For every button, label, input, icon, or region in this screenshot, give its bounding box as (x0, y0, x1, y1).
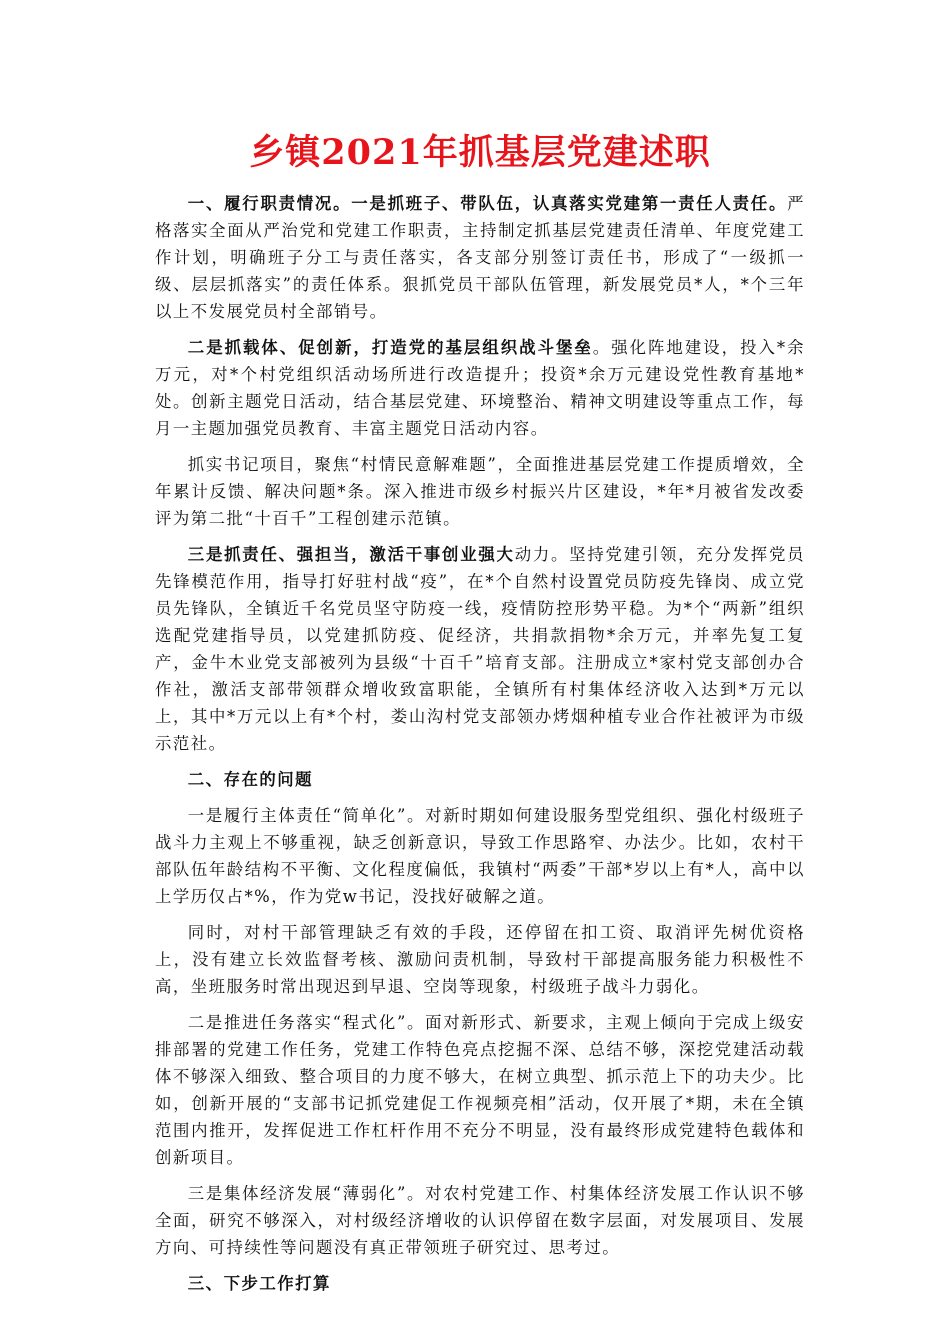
paragraph-duties-1 (155, 190, 805, 325)
paragraph-problem-3: 三是集体经济发展“薄弱化”。对农村党建工作、村集体经济发展工作认识不够全面，研究不够深入，对村级经济增收的认识停留在数字层面，对发展项目、发展方向、可持续性等问题没有真正带领班子研究过、思考过。 (155, 1184, 805, 1257)
paragraph-problem-1-cont: 同时，对村干部管理缺乏有效的手段，还停留在扣工资、取消评先树优资格上，没有建立长效监督考核、激励问责机制，导致村干部提高服务能力积极性不高，坐班服务时常出现迟到早退、空岗等现象，村级班子战斗力弱化。 (155, 923, 805, 996)
paragraph-problem-1: 一是履行主体责任“简单化”。对新时期如何建设服务型党组织、强化村级班子战斗力主观上不够重视，缺乏创新意识，导致工作思路窄、办法少。比如，农村干部队伍年龄结构不平衡、文化程度偏低，我镇村“两委”干部*岁以上有*人，高中以上学历仅占*%，作为党w书记，没找好破解之道。 (155, 806, 805, 906)
paragraph-secretary-project: 抓实书记项目，聚焦“村情民意解难题”，全面推进基层党建工作提质增效，全年累计反馈、解决问题*条。深入推进市级乡村振兴片区建设，*年*月被省发改委评为第二批“十百千”工程创建示范镇。 (155, 455, 805, 528)
paragraph-body: 严格落实全面从严治党和党建工作职责，主持制定抓基层党建责任清单、年度党建工作计划，明确班子分工与责任落实，各支部分别签订责任书，形成了“一级抓一级、层层抓落实”的责任体系。狠抓党员干部队伍管理，新发展党员*人，*个三年以上不发展党员村全部销号。 (155, 194, 805, 321)
paragraph-lead: 一、履行职责情况。一是抓班子、带队伍，认真落实党建第一责任人责任。 (187, 194, 788, 213)
document-page (155, 130, 805, 1306)
paragraph-lead: 三是抓责任、强担当，激活干事创业强大 (187, 545, 515, 564)
paragraph-problem-2: 二是推进任务落实“程式化”。面对新形式、新要求，主观上倾向于完成上级安排部署的党建工作任务，党建工作特色亮点挖掘不深、总结不够，深挖党建活动载体不够深入细致、整合项目的力度不够大，在树立典型、抓示范上下的功夫少。比如，创新开展的“支部书记抓党建促工作视频亮相”活动，仅开展了*期，未在全镇范围内推开，发挥促进工作杠杆作用不充分不明显，没有最终形成党建特色载体和创新项目。 (155, 1013, 805, 1167)
section-heading-problems: 二、存在的问题 (187, 770, 314, 789)
section-heading-next-steps: 三、下步工作打算 (187, 1274, 331, 1293)
paragraph-duties-2 (155, 334, 805, 442)
paragraph-lead: 二是抓载体、促创新，打造党的基层组织战斗堡垒 (187, 338, 593, 357)
paragraph-body: 动力。坚持党建引领，充分发挥党员先锋模范作用，指导打好驻村战“疫”，在*个自然村设置党员防疫先锋岗、成立党员先锋队，全镇近千名党员坚守防疫一线，疫情防控形势平稳。为*个“两新”组织选配党建指导员，以党建抓防疫、促经济，共捐款捐物*余万元，并率先复工复产，金牛木业党支部被列为县级“十百千”培育支部。注册成立*家村党支部创办合作社，激活支部带领群众增收致富职能，全镇所有村集体经济收入达到*万元以上，其中*万元以上有*个村，娄山沟村党支部领办烤烟种植专业合作社被评为市级示范社。 (155, 545, 806, 753)
paragraph-duties-3 (155, 541, 805, 757)
paragraph-body: 。强化阵地建设，投入*余万元，对*个村党组织活动场所进行改造提升；投资*余万元建设党性教育基地*处。创新主题党日活动，结合基层党建、环境整治、精神文明建设等重点工作，每月一主题加强党员教育、丰富主题党日活动内容。 (155, 338, 805, 438)
document-title: 乡镇2021年抓基层党建述职 (249, 132, 711, 173)
